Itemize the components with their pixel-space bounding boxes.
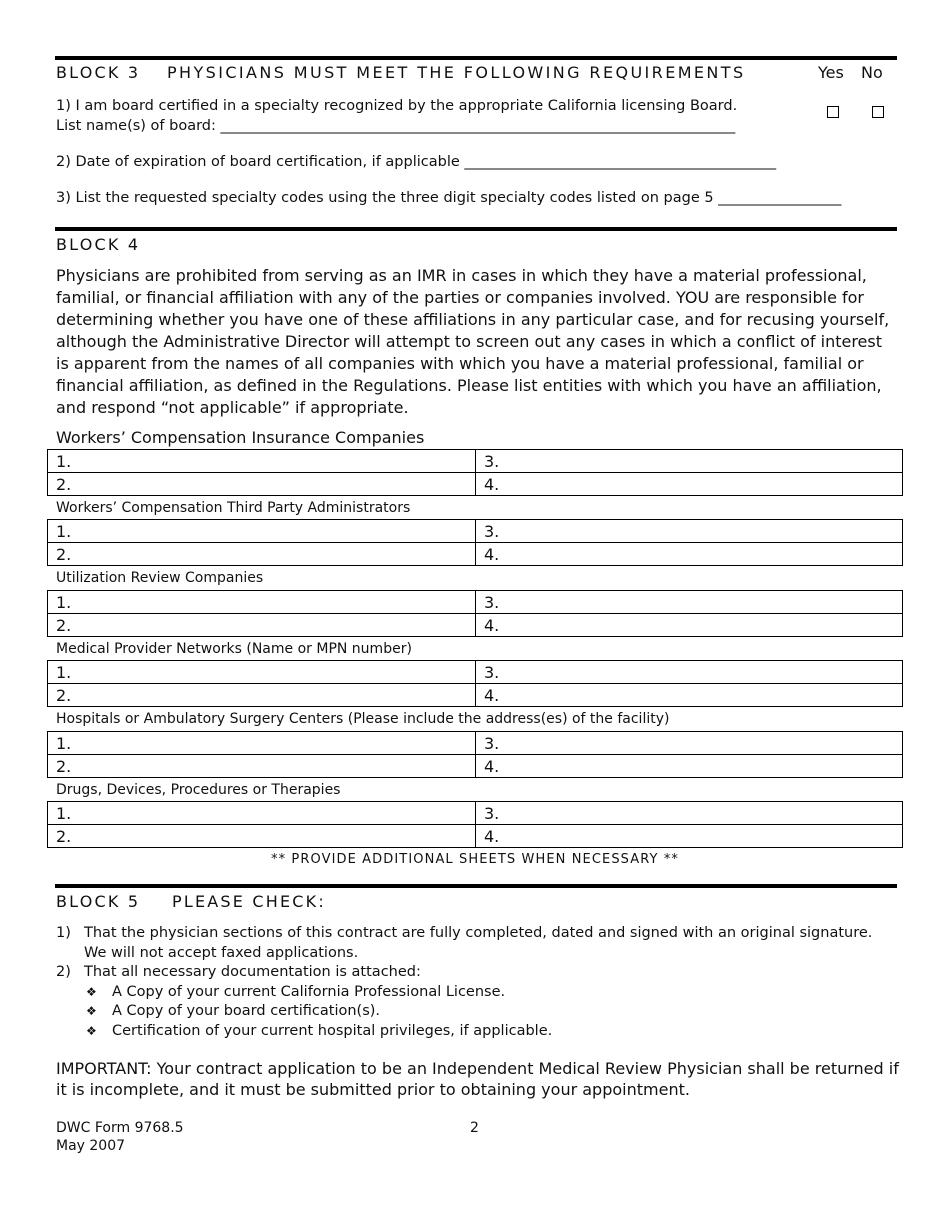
table-row xyxy=(48,755,903,778)
block3-label: BLOCK 3 xyxy=(56,63,141,82)
category-title: Workers’ Compensation Third Party Administrators xyxy=(56,500,411,516)
affiliation-table xyxy=(47,731,903,778)
affiliation-table xyxy=(47,449,903,496)
bullet-text: Certification of your current hospital privileges, if applicable. xyxy=(112,1022,553,1039)
bullet-text: A Copy of your board certification(s). xyxy=(112,1003,381,1019)
list-item xyxy=(56,924,872,944)
block5-label: BLOCK 5 xyxy=(56,892,141,911)
certification-expiration-field[interactable]: 2) Date of expiration of board certification, if applicable ___________________________________________ xyxy=(56,154,777,170)
table-row xyxy=(48,473,903,496)
block5-top-rule xyxy=(55,884,897,888)
form-date: May 2007 xyxy=(56,1138,126,1154)
page-number: 2 xyxy=(470,1120,479,1136)
bullet-item xyxy=(56,1022,872,1042)
table-row xyxy=(48,825,903,848)
item-number: 2) xyxy=(56,964,71,980)
list-item-continuation xyxy=(56,944,872,964)
affiliation-entry-field[interactable]: 1. xyxy=(48,661,476,684)
affiliation-entry-field[interactable]: 1. xyxy=(48,732,476,755)
category-title: Hospitals or Ambulatory Surgery Centers (Please include the address(es) of the facility) xyxy=(56,711,670,727)
affiliation-entry-field[interactable]: 2. xyxy=(48,825,476,848)
table-row xyxy=(48,661,903,684)
affiliation-entry-field[interactable]: 3. xyxy=(476,661,903,684)
no-column-header: No xyxy=(861,63,883,82)
affiliation-entry-field[interactable]: 4. xyxy=(476,614,903,637)
affiliation-table xyxy=(47,590,903,637)
board-certified-yes-checkbox[interactable] xyxy=(827,106,839,118)
affiliation-table xyxy=(47,801,903,848)
affiliation-entry-field[interactable]: 4. xyxy=(476,543,903,566)
affiliation-entry-field[interactable]: 3. xyxy=(476,732,903,755)
affiliation-entry-field[interactable]: 4. xyxy=(476,825,903,848)
category-title: Utilization Review Companies xyxy=(56,570,264,586)
bullet-item xyxy=(56,983,872,1003)
specialty-codes-field[interactable]: 3) List the requested specialty codes using the three digit specialty codes listed on page 5 _________________ xyxy=(56,190,842,206)
affiliation-entry-field[interactable]: 3. xyxy=(476,802,903,825)
affiliation-entry-field[interactable]: 3. xyxy=(476,591,903,614)
item-text: We will not accept faxed applications. xyxy=(84,944,359,961)
bullet-text: A Copy of your current California Professional License. xyxy=(112,983,506,1000)
item-number: 1) xyxy=(56,925,71,941)
additional-sheets-note: ** PROVIDE ADDITIONAL SHEETS WHEN NECESSARY ** xyxy=(270,852,680,867)
affiliation-table xyxy=(47,660,903,707)
important-notice: IMPORTANT: Your contract application to be an Independent Medical Review Physician shall be returned if it is incomplete, and it must be submitted prior to obtaining your appointment. xyxy=(56,1059,899,1099)
block4-label: BLOCK 4 xyxy=(56,235,141,254)
board-names-field[interactable]: List name(s) of board: _______________________________________________________________________ xyxy=(56,118,736,134)
affiliation-entry-field[interactable]: 2. xyxy=(48,473,476,496)
affiliation-entry-field[interactable]: 3. xyxy=(476,520,903,543)
affiliation-entry-field[interactable]: 4. xyxy=(476,473,903,496)
board-certified-question: 1) I am board certified in a specialty recognized by the appropriate California licensing Board. xyxy=(56,98,738,114)
affiliation-instructions: Physicians are prohibited from serving as an IMR in cases in which they have a material professional, familial, or financial affiliation with any of the parties or companies involved. YOU are responsible for determining whether you have one of these affiliations in any particular case, and for recusing yourself, although the Administrative Director will attempt to screen out any cases in which a conflict of interest is apparent from the names of all companies with which you have a material professional, familial or financial affiliation, as defined in the Regulations. Please list entities with which you have an affiliation, and respond “not applicable” if appropriate. xyxy=(56,266,890,417)
affiliation-entry-field[interactable]: 1. xyxy=(48,802,476,825)
bullet-item xyxy=(56,1002,872,1022)
affiliation-entry-field[interactable]: 1. xyxy=(48,591,476,614)
block4-top-rule xyxy=(55,227,897,231)
board-certified-no-checkbox[interactable] xyxy=(872,106,884,118)
table-row xyxy=(48,520,903,543)
yes-column-header: Yes xyxy=(818,63,844,82)
table-row xyxy=(48,543,903,566)
affiliation-entry-field[interactable]: 2. xyxy=(48,543,476,566)
table-row xyxy=(48,450,903,473)
category-title: Medical Provider Networks (Name or MPN number) xyxy=(56,641,412,657)
list-item xyxy=(56,963,872,983)
block3-top-rule xyxy=(55,56,897,60)
item-text: That the physician sections of this contract are fully completed, dated and signed with an original signature. xyxy=(84,925,873,941)
table-row xyxy=(48,684,903,707)
affiliation-entry-field[interactable]: 2. xyxy=(48,755,476,778)
affiliation-entry-field[interactable]: 2. xyxy=(48,614,476,637)
form-number: DWC Form 9768.5 xyxy=(56,1120,184,1136)
checklist xyxy=(56,924,872,1041)
diamond-bullet-icon: ❖ xyxy=(86,1004,97,1018)
block3-title: PHYSICIANS MUST MEET THE FOLLOWING REQUIREMENTS xyxy=(167,63,746,82)
affiliation-entry-field[interactable]: 3. xyxy=(476,450,903,473)
affiliation-entry-field[interactable]: 1. xyxy=(48,520,476,543)
category-title: Workers’ Compensation Insurance Companies xyxy=(56,428,425,447)
affiliation-entry-field[interactable]: 4. xyxy=(476,755,903,778)
category-title: Drugs, Devices, Procedures or Therapies xyxy=(56,782,341,798)
table-row xyxy=(48,802,903,825)
table-row xyxy=(48,732,903,755)
affiliation-table xyxy=(47,519,903,566)
block5-title: PLEASE CHECK: xyxy=(172,892,326,911)
diamond-bullet-icon: ❖ xyxy=(86,984,97,999)
table-row xyxy=(48,614,903,637)
item-text: That all necessary documentation is attached: xyxy=(84,964,421,980)
affiliation-entry-field[interactable]: 1. xyxy=(48,450,476,473)
table-row xyxy=(48,591,903,614)
affiliation-entry-field[interactable]: 4. xyxy=(476,684,903,707)
diamond-bullet-icon: ❖ xyxy=(86,1023,97,1038)
affiliation-entry-field[interactable]: 2. xyxy=(48,684,476,707)
